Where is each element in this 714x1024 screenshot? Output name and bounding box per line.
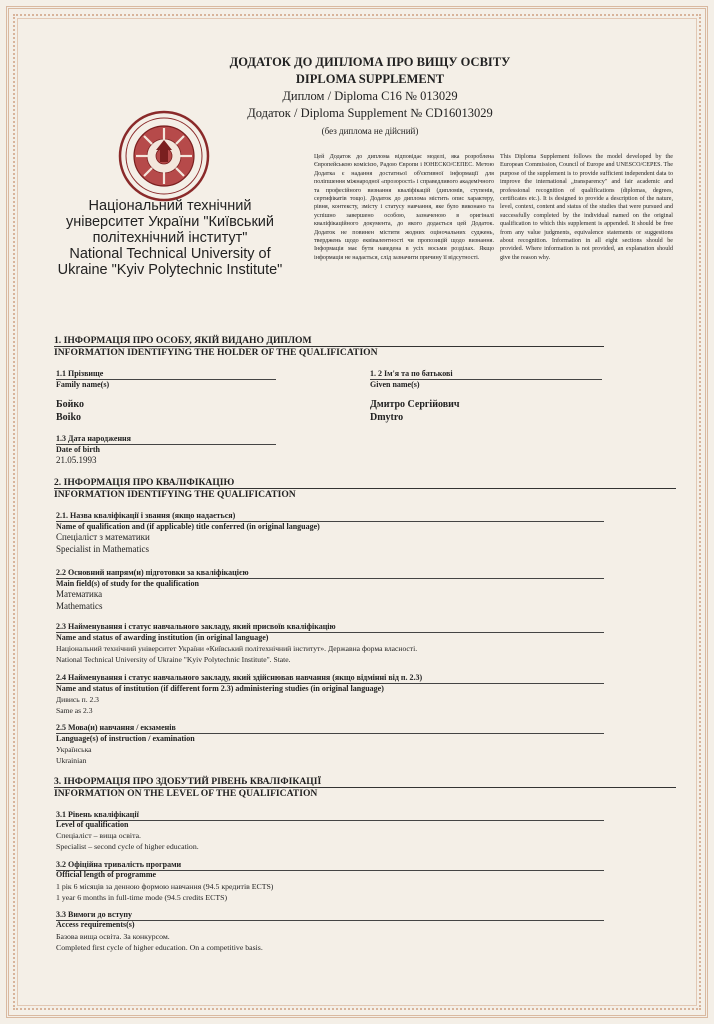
validity-note: (без диплома не дійсний): [321, 126, 419, 136]
section2-heading-uk: 2. ІНФОРМАЦІЯ ПРО КВАЛІФІКАЦІЮ: [54, 477, 235, 488]
institution-name-uk-line2: університет України "Київський: [65, 214, 275, 230]
access-requirements-en: Completed first cycle of higher education. On a competitive basis.: [56, 943, 263, 952]
field-1-1-label-en: Family name(s): [56, 380, 110, 389]
language-of-instruction-en: Ukrainian: [56, 756, 87, 765]
field-1-3-label-uk: 1.3 Дата народження: [56, 434, 131, 443]
document-title-en: DIPLOMA SUPPLEMENT: [295, 72, 445, 86]
access-requirements-uk: Базова вища освіта. За конкурсом.: [56, 932, 170, 941]
section1-heading-uk: 1. ІНФОРМАЦІЯ ПРО ОСОБУ, ЯКІЙ ВИДАНО ДИПЛОМ: [54, 335, 312, 346]
field-2-4-label-en: Name and status of institution (if different form 2.3) administering studies (in original language): [56, 684, 384, 693]
level-of-qualification-uk: Спеціаліст – вища освіта.: [56, 831, 142, 840]
level-of-qualification-en: Specialist – second cycle of higher education.: [56, 842, 199, 851]
institution-name-block: [46, 198, 294, 278]
institution-name-en-line1: National Technical University of: [69, 246, 271, 262]
field-of-study-uk: Математика: [56, 589, 103, 599]
language-of-instruction-uk: Українська: [56, 745, 92, 754]
field-of-study-en: Mathematics: [56, 601, 103, 611]
family-name-uk: Бойко: [56, 399, 85, 410]
field-2-5-label-uk: 2.5 Мова(и) навчання / екзаменів: [56, 723, 176, 732]
date-of-birth-value: 21.05.1993: [56, 455, 97, 465]
institution-name-uk-line1: Національний технічний: [88, 198, 252, 214]
field-1-2-label-en: Given name(s): [370, 380, 420, 389]
section2-heading-en: INFORMATION IDENTIFYING THE QUALIFICATION: [54, 489, 296, 500]
field-2-1-label-uk: 2.1. Назва кваліфікації і звання (якщо надається): [56, 511, 236, 520]
document-title-uk: ДОДАТОК ДО ДИПЛОМА ПРО ВИЩУ ОСВІТУ: [229, 55, 511, 69]
given-name-uk: Дмитро Сергійович: [370, 399, 460, 410]
field-2-5-label-en: Language(s) of instruction / examination: [56, 734, 195, 743]
programme-length-en: 1 year 6 months in full-time mode (94.5 credits ECTS): [56, 893, 228, 902]
field-underline: [56, 820, 604, 821]
field-2-3-label-uk: 2.3 Найменування і статус навчального закладу, який присвоїв кваліфікацію: [56, 622, 336, 631]
field-1-2-label-uk: 1. 2 Ім'я та по батькові: [370, 369, 453, 378]
intro-text-en: This Diploma Supplement follows the model developed by the European Commission, Council of Europe and UNESCO/CEPES. The purpose of the supplement is to provide sufficient independent data to improve the international „transparency" and fair academic and professional recognition of qualifications (diplomas, degrees, certificates etc.). It is designed to provide a description of the nature, level, context, content and status of the studies that were pursued and successfully completed by the individual named on the original qualification to which this supplement is appended. It should be free from any value judgments, equivalence statements or suggestions about recognition. Information in all eight sections should be provided. Where information is not provided, an explanation should give the reason why.: [500, 154, 673, 261]
intro-text-uk: Цей Додаток до диплома відповідає моделі, яка розроблена Європейською комісією, Радою Європи і ЮНЕСКО/СЕПЕС. Метою Додатка є надання достатньої об'єктивної інформації для поліпшення міжнародної «прозорості» і справедливого академічного та професійного визнання кваліфікацій (дипломів, ступенів, сертифікатів тощо). Додаток до диплома містить опис характеру, рівня, контексту, змісту і статусу навчання, яке було виконано та успішно завершено особою, зазначеною в оригіналі кваліфікаційного документа, до якого додається цей Додаток. Додаток не повинен містити жодних оціночальних суджень, тверджень щодо еквівалентності чи пропозицій щодо визнання. Інформація має бути наведена в усіх восьми розділах. Якщо інформація не надається, слід зазначити причину її відсутності.: [314, 154, 494, 261]
field-3-3-label-en: Access requirements(s): [56, 920, 135, 929]
qualification-name-uk: Спеціаліст з математики: [56, 532, 150, 542]
given-name-en: Dmytro: [370, 412, 404, 423]
section3-heading-uk: 3. ІНФОРМАЦІЯ ПРО ЗДОБУТИЙ РІВЕНЬ КВАЛІФІКАЦІЇ: [54, 776, 322, 787]
programme-length-uk: 1 рік 6 місяців за денною формою навчання (94.5 кредитів ECTS): [56, 882, 274, 891]
qualification-name-en: Specialist in Mathematics: [56, 544, 149, 554]
field-2-2-label-en: Main field(s) of study for the qualification: [56, 579, 199, 588]
field-3-2-label-en: Official length of programme: [56, 870, 157, 879]
administering-institution-en: Same as 2.3: [56, 706, 93, 715]
supplement-number: Додаток / Diploma Supplement № CD16013029: [247, 106, 493, 120]
institution-name-uk-line3: політехнічний інститут": [92, 230, 248, 246]
field-2-4-label-uk: 2.4 Найменування і статус навчального закладу, який здійснював навчання (якщо відмінні від п. 2.3): [56, 673, 423, 682]
family-name-en: Boiko: [56, 412, 82, 423]
field-3-2-label-uk: 3.2 Офіційна тривалість програми: [56, 860, 182, 869]
field-1-3-label-en: Date of birth: [56, 445, 100, 454]
awarding-institution-uk: Національний технічний університет України «Київський політехнічний інститут». Державна форма власності.: [56, 644, 418, 653]
field-3-3-label-uk: 3.3 Вимоги до вступу: [56, 910, 132, 919]
administering-institution-uk: Дивись п. 2.3: [56, 695, 99, 704]
awarding-institution-en: National Technical University of Ukraine "Kyiv Polytechnic Institute". State.: [56, 655, 291, 664]
field-2-3-label-en: Name and status of awarding institution (in original language): [56, 633, 269, 642]
field-underline: [56, 920, 604, 921]
field-2-2-label-uk: 2.2 Основний напрям(и) підготовки за кваліфікацією: [56, 568, 249, 577]
university-seal-icon: [118, 110, 210, 202]
section1-heading-en: INFORMATION IDENTIFYING THE HOLDER OF THE QUALIFICATION: [54, 347, 378, 358]
diploma-number: Диплом / Diploma C16 № 013029: [282, 89, 458, 103]
field-1-1-label-uk: 1.1 Прізвище: [56, 369, 104, 378]
section3-heading-en: INFORMATION ON THE LEVEL OF THE QUALIFICATION: [54, 788, 318, 799]
field-3-1-label-en: Level of qualification: [56, 820, 129, 829]
field-3-1-label-uk: 3.1 Рівень кваліфікації: [56, 810, 139, 819]
field-2-1-label-en: Name of qualification and (if applicable) title conferred (in original language): [56, 522, 320, 531]
institution-name-en-line2: Ukraine "Kyiv Polytechnic Institute": [57, 262, 283, 278]
